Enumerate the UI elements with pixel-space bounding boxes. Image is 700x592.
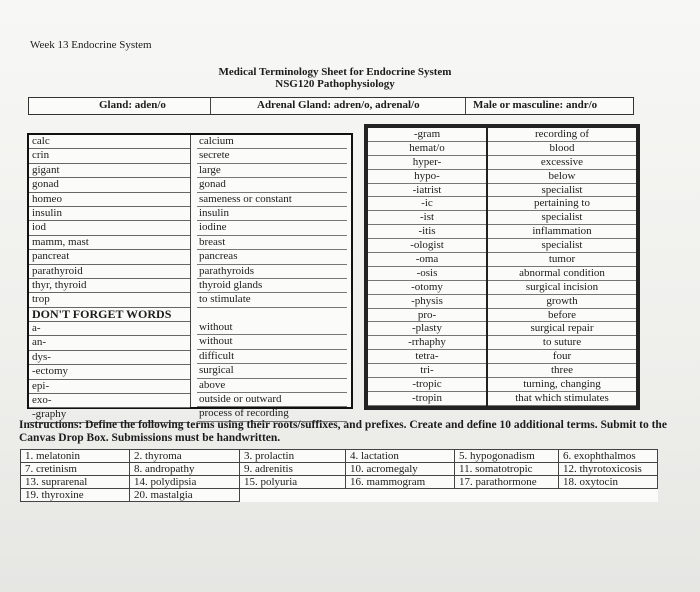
table-cell: 17. parathormone (455, 476, 559, 489)
term-cell: -plasty (368, 322, 486, 336)
term-cell: -osis (368, 267, 486, 281)
prefix-cell: -graphy (29, 408, 190, 422)
meaning-cell: surgical repair (488, 322, 636, 336)
meaning-cell: growth (488, 295, 636, 309)
page-title (0, 66, 700, 90)
spacer (197, 308, 347, 321)
meaning-cell: pancreas (197, 250, 347, 264)
meaning-cell: insulin (197, 207, 347, 221)
gland-label: Gland: aden/o (99, 99, 166, 111)
term-cell: -itis (368, 225, 486, 239)
term-cell: trop (29, 293, 190, 307)
meaning-cell: abnormal condition (488, 267, 636, 281)
table-cell: 18. oxytocin (559, 476, 658, 489)
instructions: Instructions: Define the following terms using their roots/suffixes, and prefixes. Create and define 10 additional terms. Submit to the Canvas Drop Box. Submissions must be handwritten. (19, 419, 667, 444)
term-cell: homeo (29, 193, 190, 207)
gland-bar (28, 97, 634, 115)
roots-term-column (29, 135, 191, 421)
meaning-cell: parathyroids (197, 265, 347, 279)
table-row (21, 476, 658, 489)
term-cell: -oma (368, 253, 486, 267)
prefix-cell: an- (29, 336, 190, 350)
prefix-cell: dys- (29, 351, 190, 365)
meaning-cell: process of recording (197, 407, 347, 421)
prefix-cell: a- (29, 322, 190, 336)
term-cell: hypo- (368, 170, 486, 184)
adrenal-label: Adrenal Gland: adren/o, adrenal/o (257, 99, 420, 111)
term-cell: -tropic (368, 378, 486, 392)
table-cell: 20. mastalgia (130, 489, 240, 502)
meaning-cell: below (488, 170, 636, 184)
table-cell: 14. polydipsia (130, 476, 240, 489)
table-cell: 12. thyrotoxicosis (559, 463, 658, 476)
meaning-cell: gonad (197, 178, 347, 192)
meaning-cell: outside or outward (197, 393, 347, 407)
table-cell: 9. adrenitis (240, 463, 346, 476)
prefix-cell: exo- (29, 394, 190, 408)
meaning-cell: difficult (197, 350, 347, 364)
prefix-cell: epi- (29, 380, 190, 394)
meaning-cell: four (488, 350, 636, 364)
meaning-cell: to stimulate (197, 293, 347, 307)
term-cell: insulin (29, 207, 190, 221)
suffix-meaning-column (488, 128, 636, 406)
table-cell: 2. thyroma (130, 450, 240, 463)
meaning-cell: breast (197, 236, 347, 250)
term-cell: gonad (29, 178, 190, 192)
meaning-cell: inflammation (488, 225, 636, 239)
meaning-cell: above (197, 379, 347, 393)
roots-meaning-column (197, 135, 347, 422)
meaning-cell: that which stimulates (488, 392, 636, 406)
meaning-cell: turning, changing (488, 378, 636, 392)
meaning-cell: recording of (488, 128, 636, 142)
roots-table (27, 133, 353, 421)
table-cell: 3. prolactin (240, 450, 346, 463)
term-cell: tri- (368, 364, 486, 378)
meaning-cell: three (488, 364, 636, 378)
table-cell: 8. andropathy (130, 463, 240, 476)
meaning-cell: surgical incision (488, 281, 636, 295)
meaning-cell: iodine (197, 221, 347, 235)
meaning-cell: excessive (488, 156, 636, 170)
term-cell: mamm, mast (29, 236, 190, 250)
meaning-cell: specialist (488, 211, 636, 225)
meaning-cell: surgical (197, 364, 347, 378)
term-cell: -ist (368, 211, 486, 225)
meaning-cell: to suture (488, 336, 636, 350)
meaning-cell: thyroid glands (197, 279, 347, 293)
term-cell: -rrhaphy (368, 336, 486, 350)
title-line-2: NSG120 Pathophysiology (275, 78, 395, 90)
table-cell: 13. suprarenal (21, 476, 130, 489)
term-cell: calc (29, 135, 190, 149)
term-cell: -ic (368, 197, 486, 211)
dont-forget-heading: DON'T FORGET WORDS (29, 308, 190, 322)
table-cell: 6. exophthalmos (559, 450, 658, 463)
meaning-cell: sameness or constant (197, 193, 347, 207)
term-cell: parathyroid (29, 265, 190, 279)
term-cell: hyper- (368, 156, 486, 170)
male-label: Male or masculine: andr/o (473, 99, 598, 111)
table-row (21, 463, 658, 476)
meaning-cell: without (197, 335, 347, 349)
term-cell: gigant (29, 164, 190, 178)
table-row (21, 489, 658, 502)
table-cell: 15. polyuria (240, 476, 346, 489)
table-cell: 11. somatotropic (455, 463, 559, 476)
term-cell: -tropin (368, 392, 486, 406)
prefix-cell: -ectomy (29, 365, 190, 379)
meaning-cell: tumor (488, 253, 636, 267)
meaning-cell: secrete (197, 149, 347, 163)
meaning-cell: without (197, 321, 347, 335)
meaning-cell: blood (488, 142, 636, 156)
table-cell: 1. melatonin (21, 450, 130, 463)
terms-table (20, 449, 658, 502)
table-row (21, 450, 658, 463)
divider (210, 98, 211, 114)
term-cell: pancreat (29, 250, 190, 264)
term-cell: iod (29, 221, 190, 235)
title-line-1: Medical Terminology Sheet for Endocrine System (218, 66, 452, 78)
term-cell: crin (29, 149, 190, 163)
term-cell: -iatrist (368, 184, 486, 198)
term-cell: -gram (368, 128, 486, 142)
suffix-term-column (368, 128, 488, 406)
suffix-table (364, 124, 640, 410)
term-cell: -otomy (368, 281, 486, 295)
term-cell: pro- (368, 309, 486, 323)
table-cell: 7. cretinism (21, 463, 130, 476)
table-cell: 5. hypogonadism (455, 450, 559, 463)
divider (465, 98, 466, 114)
term-cell: thyr, thyroid (29, 279, 190, 293)
meaning-cell: before (488, 309, 636, 323)
week-label: Week 13 Endocrine System (30, 39, 152, 51)
term-cell: tetra- (368, 350, 486, 364)
term-cell: hemat/o (368, 142, 486, 156)
meaning-cell: specialist (488, 184, 636, 198)
table-cell: 19. thyroxine (21, 489, 130, 502)
term-cell: -physis (368, 295, 486, 309)
table-cell: 16. mammogram (346, 476, 455, 489)
meaning-cell: pertaining to (488, 197, 636, 211)
meaning-cell: large (197, 164, 347, 178)
term-cell: -ologist (368, 239, 486, 253)
table-cell: 4. lactation (346, 450, 455, 463)
meaning-cell: specialist (488, 239, 636, 253)
meaning-cell: calcium (197, 135, 347, 149)
table-cell: 10. acromegaly (346, 463, 455, 476)
